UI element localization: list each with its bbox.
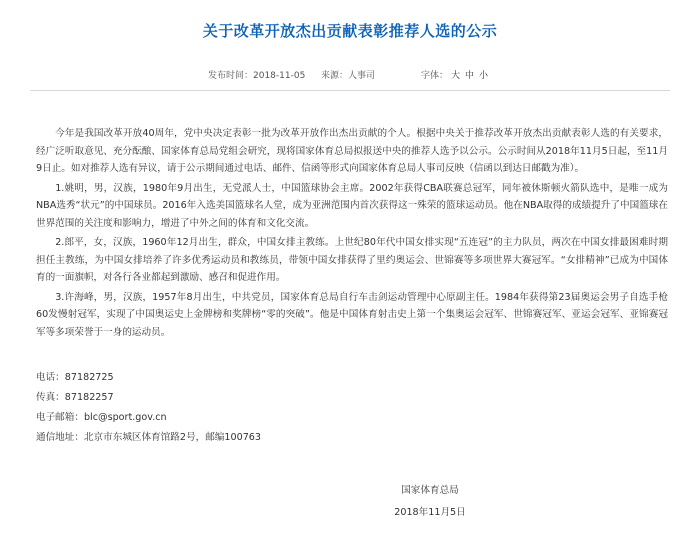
font-size-large-button[interactable]: 大 (451, 71, 461, 81)
fax: 传真：87182257 (36, 392, 114, 403)
font-size-medium-button[interactable]: 中 (465, 71, 475, 81)
article-body (36, 125, 668, 343)
page-title: 关于改革开放杰出贡献表彰推荐人选的公示 (202, 22, 498, 40)
publish-date: 发布时间：2018-11-05 (208, 71, 306, 81)
intro-paragraph: 今年是我国改革开放40周年，党中央决定表彰一批为改革开放作出杰出贡献的个人。根据中央关于推荐改革开放杰出贡献表彰人选的有关要求，经广泛听取意见、充分酝酿、国家体育总局党组会研究，现将国家体育总局拟报送中央的推荐人选予以公示。公示时间从2018年11月5日起，至11月9日止。如对推荐人选有异议，请于公示期间通过电话、邮件、信函等形式向国家体育总局人事司反映（信函以到达日邮戳为准）。 (36, 128, 668, 174)
font-size-label: 字体： (421, 71, 449, 81)
article-meta (0, 68, 700, 82)
email-address: blc@sport.gov.cn (83, 412, 167, 423)
divider (30, 90, 670, 91)
email (36, 408, 536, 428)
nominee-paragraph: 1.姚明，男，汉族，1980年9月出生，无党派人士，中国篮球协会主席。2002年获得CBA联赛总冠军，同年被休斯顿火箭队选中，是唯一成为NBA选秀“状元”的中国球员。2016年入选美国篮球名人堂，成为亚洲范围内首次获得这一殊荣的篮球运动员。他在NBA取得的成绩提升了中国篮球在世界范围的关注度和影响力，增进了中外之间的体育和文化交流。 (36, 182, 668, 229)
signature-block (370, 480, 490, 524)
source: 来源：人事司 (321, 71, 376, 81)
contact-info (36, 368, 536, 448)
nominee-paragraph: 3.许海峰，男，汉族，1957年8月出生，中共党员，国家体育总局自行车击剑运动管理中心原副主任。1984年获得第23届奥运会男子自选手枪60发慢射冠军，实现了中国奥运史上金牌榜和奖牌榜“零的突破”。他是中国体育射击史上第一个集奥运会冠军、世锦赛冠军、亚运会冠军、亚锦赛冠军等多项荣誉于一身的运动员。 (36, 291, 668, 338)
signature-org: 国家体育总局 (401, 485, 459, 496)
nominee-paragraph: 2.郎平，女，汉族，1960年12月出生，群众，中国女排主教练。上世纪80年代中国女排实现“五连冠”的主力队员，两次在中国女排最困难时期担任主教练，为中国女排培养了许多优秀运动员和教练员，带领中国女排获得了里约奥运会、世锦赛等多项世界大赛冠军。“女排精神”已成为中国体育的一面旗帜，对各行各业都起到激励、感召和促进作用。 (36, 237, 668, 283)
email-label: 电子邮箱： (36, 412, 84, 423)
mailing-address: 通信地址：北京市东城区体育馆路2号，邮编100763 (36, 432, 262, 443)
phone: 电话：87182725 (36, 372, 114, 383)
font-size-small-button[interactable]: 小 (479, 71, 489, 81)
signature-date: 2018年11月5日 (394, 507, 466, 518)
